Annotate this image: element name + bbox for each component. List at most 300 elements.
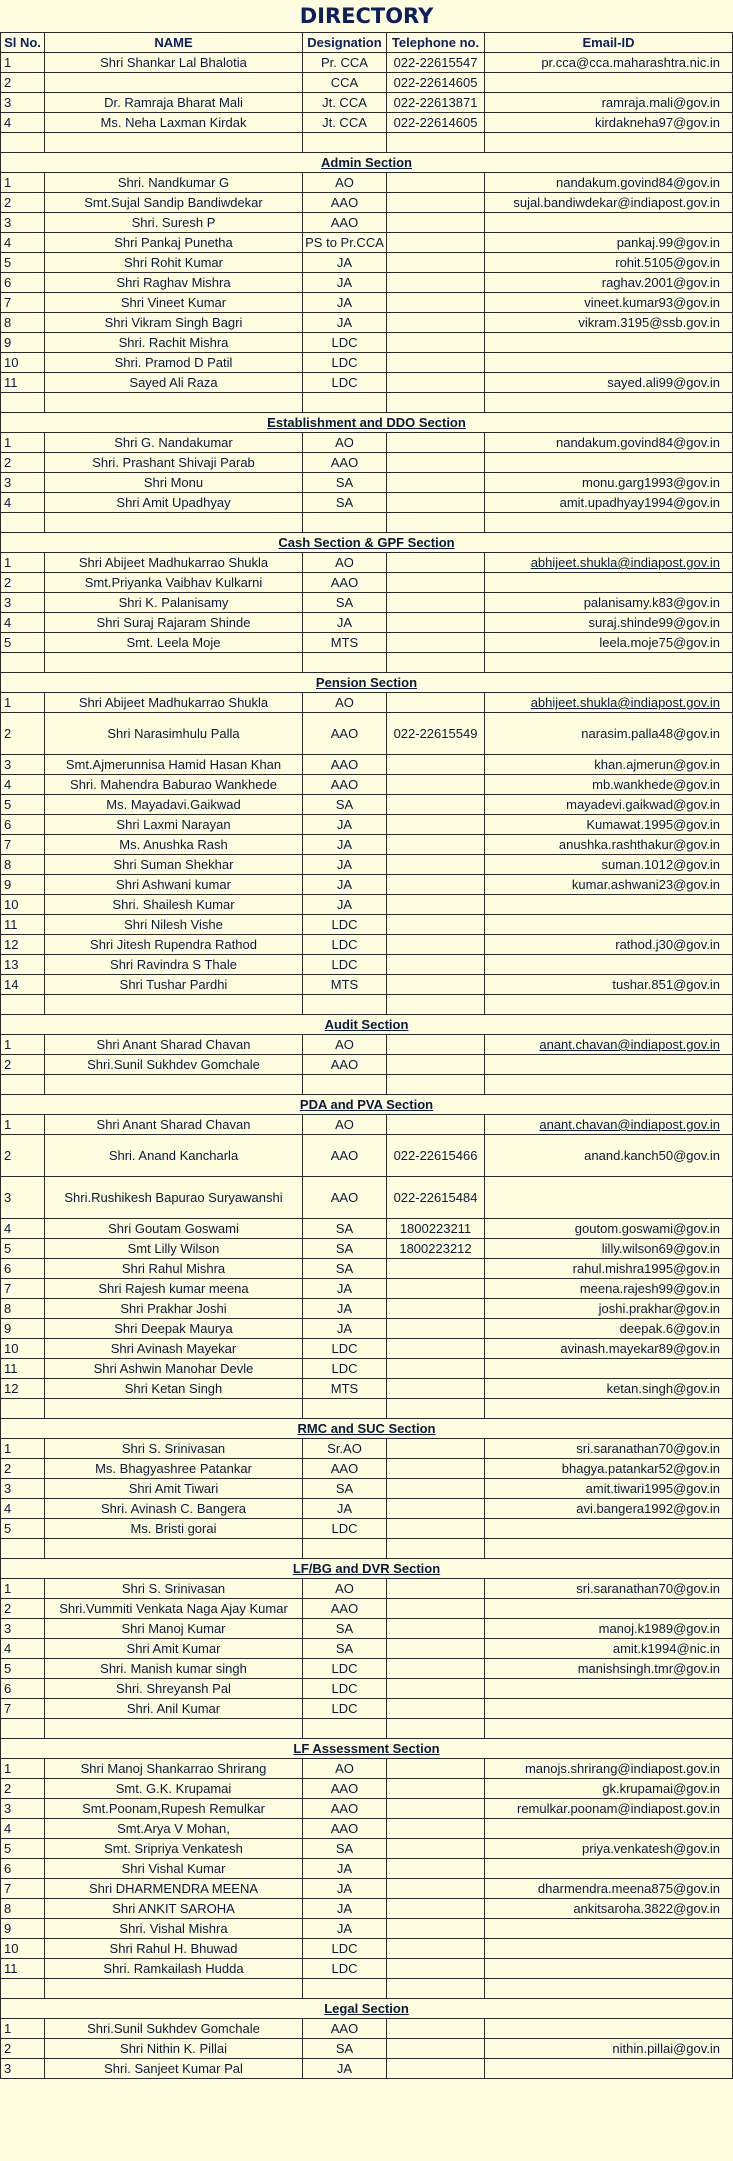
sl-no-cell: 11 — [1, 1959, 45, 1979]
designation-cell: SA — [303, 493, 387, 513]
sl-no-cell: 2 — [1, 73, 45, 93]
name-cell: Shri. Sanjeet Kumar Pal — [45, 2059, 303, 2079]
table-row — [1, 373, 733, 393]
sl-no-cell: 1 — [1, 553, 45, 573]
table-row — [1, 1177, 733, 1219]
table-row — [1, 273, 733, 293]
spacer-row — [1, 1075, 733, 1095]
designation-cell: AAO — [303, 213, 387, 233]
name-cell: Shri. Shreyansh Pal — [45, 1679, 303, 1699]
table-row — [1, 233, 733, 253]
email-cell[interactable]: anand.kanch50@gov.in — [485, 1135, 733, 1177]
email-cell — [485, 73, 733, 93]
designation-cell: JA — [303, 1279, 387, 1299]
table-row — [1, 1579, 733, 1599]
email-cell — [485, 1819, 733, 1839]
table-row — [1, 1519, 733, 1539]
email-cell[interactable]: sayed.ali99@gov.in — [485, 373, 733, 393]
email-cell[interactable]: amit.upadhyay1994@gov.in — [485, 493, 733, 513]
table-row — [1, 1279, 733, 1299]
sl-no-cell: 9 — [1, 1919, 45, 1939]
name-cell: Shri Rajesh kumar meena — [45, 1279, 303, 1299]
telephone-cell — [387, 935, 485, 955]
email-cell[interactable]: ramraja.mali@gov.in — [485, 93, 733, 113]
designation-cell: JA — [303, 313, 387, 333]
telephone-cell — [387, 1299, 485, 1319]
name-cell: Shri G. Nandakumar — [45, 433, 303, 453]
telephone-cell: 022-22614605 — [387, 73, 485, 93]
designation-cell: SA — [303, 1619, 387, 1639]
designation-cell: Pr. CCA — [303, 53, 387, 73]
email-cell[interactable]: joshi.prakhar@gov.in — [485, 1299, 733, 1319]
email-cell[interactable]: anushka.rashthakur@gov.in — [485, 835, 733, 855]
email-cell[interactable]: manishsingh.tmr@gov.in — [485, 1659, 733, 1679]
designation-cell: JA — [303, 1899, 387, 1919]
email-cell[interactable]: goutom.goswami@gov.in — [485, 1219, 733, 1239]
name-cell: Shri. Nandkumar G — [45, 173, 303, 193]
email-cell[interactable]: bhagya.patankar52@gov.in — [485, 1459, 733, 1479]
sl-no-cell: 11 — [1, 373, 45, 393]
designation-cell: SA — [303, 1239, 387, 1259]
name-cell: Shri ANKIT SAROHA — [45, 1899, 303, 1919]
designation-cell: AAO — [303, 1055, 387, 1075]
email-cell[interactable]: dharmendra.meena875@gov.in — [485, 1879, 733, 1899]
email-cell — [485, 1359, 733, 1379]
designation-cell: LDC — [303, 1679, 387, 1699]
name-cell: Shri S. Srinivasan — [45, 1579, 303, 1599]
designation-cell: LDC — [303, 935, 387, 955]
spacer-row — [1, 513, 733, 533]
designation-cell: LDC — [303, 1939, 387, 1959]
table-row — [1, 1239, 733, 1259]
email-cell[interactable]: pankaj.99@gov.in — [485, 233, 733, 253]
table-row — [1, 1879, 733, 1899]
sl-no-cell: 5 — [1, 633, 45, 653]
name-cell: Shri Rohit Kumar — [45, 253, 303, 273]
empty-cell — [45, 393, 303, 413]
designation-cell: JA — [303, 1499, 387, 1519]
email-cell[interactable]: sri.saranathan70@gov.in — [485, 1579, 733, 1599]
sl-no-cell: 3 — [1, 1479, 45, 1499]
designation-cell: AAO — [303, 1779, 387, 1799]
name-cell: Shri Jitesh Rupendra Rathod — [45, 935, 303, 955]
email-cell[interactable]: rohit.5105@gov.in — [485, 253, 733, 273]
section-header-row — [1, 1015, 733, 1035]
section-header-row — [1, 673, 733, 693]
telephone-cell — [387, 1579, 485, 1599]
telephone-cell — [387, 353, 485, 373]
telephone-cell — [387, 193, 485, 213]
telephone-cell — [387, 453, 485, 473]
email-cell[interactable]: manojs.shrirang@indiapost.gov.in — [485, 1759, 733, 1779]
email-cell[interactable]: nithin.pillai@gov.in — [485, 2039, 733, 2059]
name-cell: Shri.Vummiti Venkata Naga Ajay Kumar — [45, 1599, 303, 1619]
name-cell: Shri Nithin K. Pillai — [45, 2039, 303, 2059]
empty-cell — [1, 653, 45, 673]
name-cell: Shri K. Palanisamy — [45, 593, 303, 613]
empty-cell — [45, 995, 303, 1015]
table-row — [1, 1899, 733, 1919]
designation-cell: JA — [303, 2059, 387, 2079]
section-title: LF Assessment Section — [1, 1739, 733, 1759]
telephone-cell — [387, 1839, 485, 1859]
email-cell[interactable]: amit.k1994@nic.in — [485, 1639, 733, 1659]
email-cell — [485, 353, 733, 373]
empty-cell — [387, 513, 485, 533]
email-cell — [485, 1599, 733, 1619]
designation-cell: JA — [303, 613, 387, 633]
name-cell: Shri Suraj Rajaram Shinde — [45, 613, 303, 633]
table-row — [1, 2019, 733, 2039]
email-cell[interactable]: rahul.mishra1995@gov.in — [485, 1259, 733, 1279]
telephone-cell — [387, 253, 485, 273]
email-cell[interactable]: mayadevi.gaikwad@gov.in — [485, 795, 733, 815]
table-row — [1, 1339, 733, 1359]
designation-cell: AAO — [303, 453, 387, 473]
col-name: NAME — [45, 33, 303, 53]
email-cell — [485, 453, 733, 473]
telephone-cell — [387, 1799, 485, 1819]
sl-no-cell: 2 — [1, 193, 45, 213]
email-cell[interactable]: sri.saranathan70@gov.in — [485, 1439, 733, 1459]
designation-cell: JA — [303, 875, 387, 895]
section-title: LF/BG and DVR Section — [1, 1559, 733, 1579]
table-row — [1, 935, 733, 955]
empty-cell — [45, 1399, 303, 1419]
email-cell[interactable]: anant.chavan@indiapost.gov.in — [485, 1035, 733, 1055]
empty-cell — [303, 1075, 387, 1095]
designation-cell: AAO — [303, 1135, 387, 1177]
empty-cell — [45, 513, 303, 533]
designation-cell: PS to Pr.CCA — [303, 233, 387, 253]
table-row — [1, 1859, 733, 1879]
sl-no-cell: 5 — [1, 253, 45, 273]
sl-no-cell: 5 — [1, 1239, 45, 1259]
name-cell: Shri. Anil Kumar — [45, 1699, 303, 1719]
table-row — [1, 433, 733, 453]
designation-cell: AO — [303, 1035, 387, 1055]
name-cell: Smt. Sripriya Venkatesh — [45, 1839, 303, 1859]
name-cell: Shri. Ramkailash Hudda — [45, 1959, 303, 1979]
email-cell[interactable]: palanisamy.k83@gov.in — [485, 593, 733, 613]
sl-no-cell: 9 — [1, 1319, 45, 1339]
spacer-row — [1, 1979, 733, 1999]
email-cell[interactable]: deepak.6@gov.in — [485, 1319, 733, 1339]
name-cell — [45, 73, 303, 93]
sl-no-cell: 1 — [1, 1115, 45, 1135]
sl-no-cell: 3 — [1, 2059, 45, 2079]
telephone-cell — [387, 1639, 485, 1659]
telephone-cell — [387, 433, 485, 453]
telephone-cell — [387, 815, 485, 835]
designation-cell: AAO — [303, 1459, 387, 1479]
email-cell[interactable]: Kumawat.1995@gov.in — [485, 815, 733, 835]
email-cell[interactable]: ketan.singh@gov.in — [485, 1379, 733, 1399]
sl-no-cell: 1 — [1, 433, 45, 453]
telephone-cell — [387, 1899, 485, 1919]
email-cell — [485, 573, 733, 593]
email-cell[interactable]: avinash.mayekar89@gov.in — [485, 1339, 733, 1359]
table-row — [1, 73, 733, 93]
email-cell[interactable]: raghav.2001@gov.in — [485, 273, 733, 293]
empty-cell — [387, 1979, 485, 1999]
sl-no-cell: 3 — [1, 1177, 45, 1219]
telephone-cell — [387, 1759, 485, 1779]
email-cell[interactable]: kirdakneha97@gov.in — [485, 113, 733, 133]
table-row — [1, 1479, 733, 1499]
designation-cell: JA — [303, 1919, 387, 1939]
telephone-cell — [387, 1055, 485, 1075]
name-cell: Shri Abijeet Madhukarrao Shukla — [45, 693, 303, 713]
sl-no-cell: 14 — [1, 975, 45, 995]
telephone-cell — [387, 1459, 485, 1479]
email-cell — [485, 1919, 733, 1939]
sl-no-cell: 1 — [1, 1579, 45, 1599]
table-row — [1, 1219, 733, 1239]
table-row — [1, 1499, 733, 1519]
email-cell — [485, 1519, 733, 1539]
table-row — [1, 613, 733, 633]
table-row — [1, 213, 733, 233]
telephone-cell — [387, 1479, 485, 1499]
telephone-cell — [387, 1619, 485, 1639]
email-cell[interactable]: vikram.3195@ssb.gov.in — [485, 313, 733, 333]
name-cell: Shri. Shailesh Kumar — [45, 895, 303, 915]
section-header-row — [1, 413, 733, 433]
email-cell[interactable]: nandakum.govind84@gov.in — [485, 433, 733, 453]
table-row — [1, 53, 733, 73]
designation-cell: LDC — [303, 373, 387, 393]
designation-cell: LDC — [303, 353, 387, 373]
table-row — [1, 453, 733, 473]
designation-cell: JA — [303, 1879, 387, 1899]
email-cell[interactable]: monu.garg1993@gov.in — [485, 473, 733, 493]
empty-cell — [485, 513, 733, 533]
name-cell: Shri. Avinash C. Bangera — [45, 1499, 303, 1519]
email-cell[interactable]: amit.tiwari1995@gov.in — [485, 1479, 733, 1499]
name-cell: Ms. Bhagyashree Patankar — [45, 1459, 303, 1479]
name-cell: Shri Ashwin Manohar Devle — [45, 1359, 303, 1379]
telephone-cell: 022-22615547 — [387, 53, 485, 73]
email-cell[interactable]: vineet.kumar93@gov.in — [485, 293, 733, 313]
empty-cell — [485, 1979, 733, 1999]
email-cell[interactable]: kumar.ashwani23@gov.in — [485, 875, 733, 895]
sl-no-cell: 13 — [1, 955, 45, 975]
sl-no-cell: 7 — [1, 1879, 45, 1899]
email-cell[interactable]: tushar.851@gov.in — [485, 975, 733, 995]
section-title: Admin Section — [1, 153, 733, 173]
table-row — [1, 173, 733, 193]
sl-no-cell: 4 — [1, 1639, 45, 1659]
name-cell: Shri DHARMENDRA MEENA — [45, 1879, 303, 1899]
table-row — [1, 333, 733, 353]
name-cell: Shri Tushar Pardhi — [45, 975, 303, 995]
sl-no-cell: 4 — [1, 493, 45, 513]
telephone-cell — [387, 333, 485, 353]
designation-cell: Jt. CCA — [303, 113, 387, 133]
empty-cell — [45, 1719, 303, 1739]
table-row — [1, 2059, 733, 2079]
email-cell[interactable]: gk.krupamai@gov.in — [485, 1779, 733, 1799]
table-row — [1, 1035, 733, 1055]
email-cell[interactable]: ankitsaroha.3822@gov.in — [485, 1899, 733, 1919]
empty-cell — [303, 1539, 387, 1559]
email-cell[interactable]: suman.1012@gov.in — [485, 855, 733, 875]
designation-cell: LDC — [303, 333, 387, 353]
telephone-cell — [387, 573, 485, 593]
designation-cell: JA — [303, 855, 387, 875]
email-cell[interactable]: avi.bangera1992@gov.in — [485, 1499, 733, 1519]
table-row — [1, 1459, 733, 1479]
designation-cell: MTS — [303, 975, 387, 995]
email-cell[interactable]: abhijeet.shukla@indiapost.gov.in — [485, 693, 733, 713]
col-sl-no: Sl No. — [1, 33, 45, 53]
col-telephone: Telephone no. — [387, 33, 485, 53]
email-cell[interactable]: leela.moje75@gov.in — [485, 633, 733, 653]
telephone-cell — [387, 233, 485, 253]
sl-no-cell: 6 — [1, 1679, 45, 1699]
telephone-cell — [387, 1779, 485, 1799]
name-cell: Smt Lilly Wilson — [45, 1239, 303, 1259]
email-cell[interactable]: abhijeet.shukla@indiapost.gov.in — [485, 553, 733, 573]
designation-cell: AO — [303, 173, 387, 193]
name-cell: Shri Anant Sharad Chavan — [45, 1035, 303, 1055]
name-cell: Shri. Vishal Mishra — [45, 1919, 303, 1939]
designation-cell: SA — [303, 1839, 387, 1859]
sl-no-cell: 10 — [1, 1339, 45, 1359]
name-cell: Shri Rahul H. Bhuwad — [45, 1939, 303, 1959]
sl-no-cell: 3 — [1, 593, 45, 613]
empty-cell — [387, 653, 485, 673]
designation-cell: AAO — [303, 1599, 387, 1619]
spacer-row — [1, 393, 733, 413]
designation-cell: SA — [303, 795, 387, 815]
email-cell[interactable]: nandakum.govind84@gov.in — [485, 173, 733, 193]
email-cell[interactable]: priya.venkatesh@gov.in — [485, 1839, 733, 1859]
empty-cell — [387, 1719, 485, 1739]
designation-cell: JA — [303, 1319, 387, 1339]
email-cell[interactable]: narasim.palla48@gov.in — [485, 713, 733, 755]
telephone-cell — [387, 493, 485, 513]
name-cell: Shri. Prashant Shivaji Parab — [45, 453, 303, 473]
sl-no-cell: 1 — [1, 1759, 45, 1779]
telephone-cell — [387, 373, 485, 393]
designation-cell: JA — [303, 253, 387, 273]
name-cell: Shri Laxmi Narayan — [45, 815, 303, 835]
sl-no-cell: 12 — [1, 935, 45, 955]
email-cell[interactable]: suraj.shinde99@gov.in — [485, 613, 733, 633]
name-cell: Shri Manoj Shankarrao Shrirang — [45, 1759, 303, 1779]
sl-no-cell: 2 — [1, 1135, 45, 1177]
sl-no-cell: 4 — [1, 233, 45, 253]
empty-cell — [1, 1719, 45, 1739]
telephone-cell: 1800223212 — [387, 1239, 485, 1259]
sl-no-cell: 1 — [1, 1439, 45, 1459]
table-row — [1, 1959, 733, 1979]
email-cell[interactable]: sujal.bandiwdekar@indiapost.gov.in — [485, 193, 733, 213]
table-row — [1, 633, 733, 653]
name-cell: Shri Pankaj Punetha — [45, 233, 303, 253]
table-row — [1, 293, 733, 313]
email-cell[interactable]: khan.ajmerun@gov.in — [485, 755, 733, 775]
email-cell[interactable]: meena.rajesh99@gov.in — [485, 1279, 733, 1299]
empty-cell — [45, 1539, 303, 1559]
empty-cell — [485, 133, 733, 153]
email-cell[interactable]: rathod.j30@gov.in — [485, 935, 733, 955]
email-cell[interactable]: mb.wankhede@gov.in — [485, 775, 733, 795]
name-cell: Shri. Rachit Mishra — [45, 333, 303, 353]
name-cell: Ms. Mayadavi.Gaikwad — [45, 795, 303, 815]
table-row — [1, 915, 733, 935]
name-cell: Shri Rahul Mishra — [45, 1259, 303, 1279]
sl-no-cell: 2 — [1, 713, 45, 755]
name-cell: Shri Anant Sharad Chavan — [45, 1115, 303, 1135]
sl-no-cell: 6 — [1, 1859, 45, 1879]
sl-no-cell: 7 — [1, 835, 45, 855]
header-row — [1, 33, 733, 53]
name-cell: Shri Ashwani kumar — [45, 875, 303, 895]
empty-cell — [1, 995, 45, 1015]
telephone-cell — [387, 1859, 485, 1879]
section-title: Pension Section — [1, 673, 733, 693]
telephone-cell — [387, 693, 485, 713]
sl-no-cell: 3 — [1, 213, 45, 233]
directory-body — [1, 53, 733, 2079]
designation-cell: AAO — [303, 2019, 387, 2039]
table-row — [1, 1639, 733, 1659]
telephone-cell — [387, 1035, 485, 1055]
name-cell: Smt.Poonam,Rupesh Remulkar — [45, 1799, 303, 1819]
empty-cell — [387, 393, 485, 413]
email-cell[interactable]: manoj.k1989@gov.in — [485, 1619, 733, 1639]
name-cell: Shri.Rushikesh Bapurao Suryawanshi — [45, 1177, 303, 1219]
spacer-row — [1, 1539, 733, 1559]
sl-no-cell: 11 — [1, 915, 45, 935]
email-cell — [485, 2019, 733, 2039]
name-cell: Shri.Sunil Sukhdev Gomchale — [45, 1055, 303, 1075]
table-row — [1, 313, 733, 333]
telephone-cell — [387, 1439, 485, 1459]
telephone-cell — [387, 1659, 485, 1679]
email-cell[interactable]: lilly.wilson69@gov.in — [485, 1239, 733, 1259]
spacer-row — [1, 995, 733, 1015]
telephone-cell — [387, 1699, 485, 1719]
table-row — [1, 1679, 733, 1699]
empty-cell — [45, 1075, 303, 1095]
sl-no-cell: 12 — [1, 1379, 45, 1399]
email-cell[interactable]: remulkar.poonam@indiapost.gov.in — [485, 1799, 733, 1819]
email-cell[interactable]: anant.chavan@indiapost.gov.in — [485, 1115, 733, 1135]
sl-no-cell: 1 — [1, 2019, 45, 2039]
designation-cell: AO — [303, 1759, 387, 1779]
table-row — [1, 1939, 733, 1959]
sl-no-cell: 2 — [1, 573, 45, 593]
telephone-cell — [387, 1319, 485, 1339]
telephone-cell — [387, 795, 485, 815]
empty-cell — [45, 1979, 303, 1999]
telephone-cell — [387, 2019, 485, 2039]
telephone-cell — [387, 273, 485, 293]
telephone-cell — [387, 1959, 485, 1979]
sl-no-cell: 1 — [1, 693, 45, 713]
table-row — [1, 795, 733, 815]
empty-cell — [1, 133, 45, 153]
email-cell[interactable]: pr.cca@cca.maharashtra.nic.in — [485, 53, 733, 73]
sl-no-cell: 5 — [1, 795, 45, 815]
sl-no-cell: 2 — [1, 1055, 45, 1075]
sl-no-cell: 5 — [1, 1519, 45, 1539]
telephone-cell — [387, 1115, 485, 1135]
